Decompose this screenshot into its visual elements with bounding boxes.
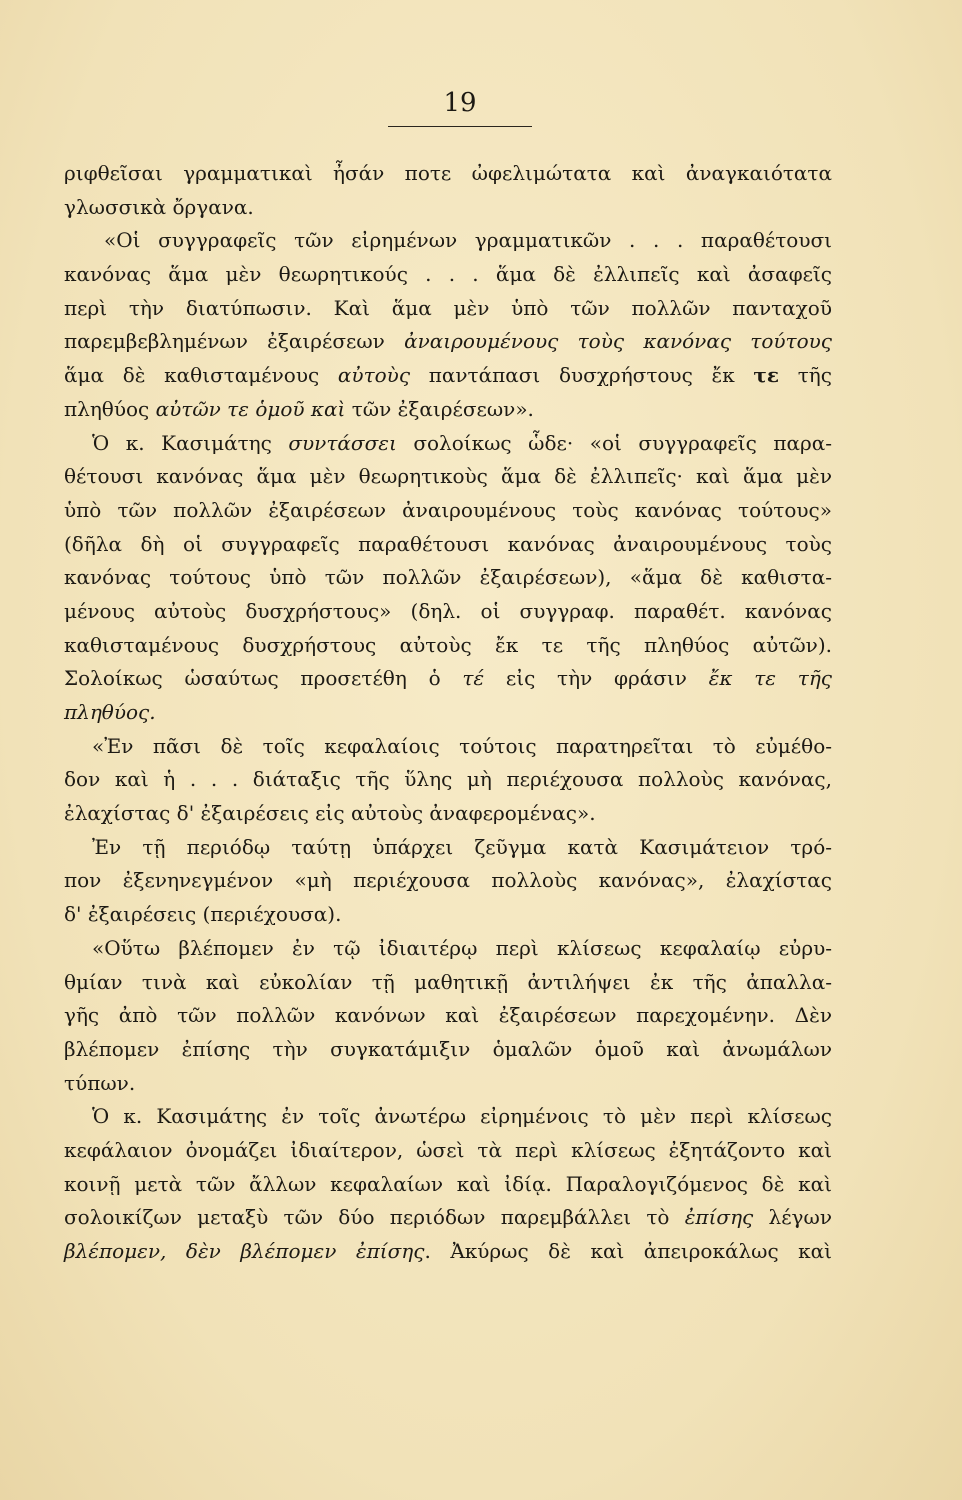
bold-run: τε xyxy=(753,363,780,388)
text-line: κεφάλαιον ὀνομάζει ἰδιαίτερον, ὡσεὶ τὰ περὶ κλίσεως ἐξητάζοντο καὶ xyxy=(64,1137,832,1162)
text-line: πληθύος. xyxy=(64,700,156,724)
text-run: ἅμα δὲ καθισταμένους xyxy=(64,363,338,388)
text-line: μένους αὐτοὺς δυσχρήστους» (δηλ. οἱ συγγραφ. παραθέτ. κανόνας xyxy=(64,598,832,623)
text-line: κοινῇ μετὰ τῶν ἄλλων κεφαλαίων καὶ ἰδίᾳ. Παραλογιζόμενος δὲ καὶ xyxy=(64,1171,832,1196)
text-line: περὶ τὴν διατύπωσιν. Καὶ ἅμα μὲν ὑπὸ τῶν πολλῶν πανταχοῦ xyxy=(64,295,832,320)
text-run: τῶν ἐξαιρέσεων». xyxy=(345,396,534,421)
text-line: γῆς ἀπὸ τῶν πολλῶν κανόνων καὶ ἐξαιρέσεων παρεχομένην. Δὲν xyxy=(64,1003,832,1028)
text-line: ἐλαχίστας δ' ἐξαιρέσεις εἰς αὐτοὺς ἀναφερομένας». xyxy=(64,801,596,826)
italic-run: ἔκ τε τῆς xyxy=(708,666,833,691)
text-line: «Ἐν πᾶσι δὲ τοῖς κεφαλαίοις τούτοις παρατηρεῖται τὸ εὐμέθο- xyxy=(92,733,832,758)
text-line: θέτουσι κανόνας ἅμα μὲν θεωρητικοὺς ἅμα δὲ ἐλλιπεῖς· καὶ ἅμα μὲν xyxy=(64,464,832,489)
text-line: δον καὶ ἡ . . . διάταξις τῆς ὕλης μὴ περιέχουσα πολλοὺς κανόνας, xyxy=(64,767,832,792)
text-line: ὑπὸ τῶν πολλῶν ἐξαιρέσεων ἀναιρουμένους τοὺς κανόνας τούτους» xyxy=(64,497,832,522)
italic-run: ἐπίσης xyxy=(684,1205,754,1230)
text-run: Σολοίκως ὡσαύτως προσετέθη ὁ xyxy=(64,666,463,691)
text-line: καθισταμένους δυσχρήστους αὐτοὺς ἔκ τε τῆς πληθύος αὐτῶν). xyxy=(64,632,832,657)
text-line xyxy=(64,1235,832,1269)
text-run: πληθύος xyxy=(64,396,156,421)
text-line: κανόνας τούτους ὑπὸ τῶν πολλῶν ἐξαιρέσεων), «ἅμα δὲ καθιστα- xyxy=(64,565,832,590)
text-line: κανόνας ἅμα μὲν θεωρητικούς . . . ἅμα δὲ ἐλλιπεῖς καὶ ἀσαφεῖς xyxy=(64,262,832,287)
italic-run: βλέπομεν, δὲν βλέπομεν ἐπίσης xyxy=(64,1239,425,1263)
text-run: λέγων xyxy=(753,1205,832,1230)
text-line xyxy=(64,1201,832,1235)
text-line xyxy=(64,662,832,696)
text-run: σολοίκως ὧδε· «οἱ συγγραφεῖς παρα- xyxy=(396,430,833,455)
text-run: παρεμβεβλημένων ἐξαιρέσεων xyxy=(64,329,405,354)
text-line xyxy=(64,359,832,393)
text-line: γλωσσικὰ ὄργανα. xyxy=(64,194,254,219)
text-run: παντάπασι δυσχρήστους ἔκ xyxy=(410,363,754,388)
text-line: ριφθεῖσαι γραμματικαὶ ἦσάν ποτε ὠφελιμώτατα καὶ ἀναγκαιότατα xyxy=(64,161,832,185)
text-line xyxy=(64,325,832,359)
text-line: πον ἐξενηνεγμένον «μὴ περιέχουσα πολλοὺς κανόνας», ἐλαχίστας xyxy=(64,868,832,893)
text-line xyxy=(64,427,832,461)
text-line: βλέπομεν ἐπίσης τὴν συγκατάμιξιν ὁμαλῶν ὁμοῦ καὶ ἀνωμάλων xyxy=(64,1036,832,1061)
text-line: «Οἱ συγγραφεῖς τῶν εἰρημένων γραμματικῶν . . . παραθέτουσι xyxy=(104,228,832,253)
text-line: Ὁ κ. Κασιμάτης ἐν τοῖς ἀνωτέρω εἰρημένοις τὸ μὲν περὶ κλίσεως xyxy=(92,1104,832,1129)
body-text xyxy=(64,157,832,1269)
text-line: δ' ἐξαιρέσεις (περιέχουσα). xyxy=(64,902,342,927)
header-rule xyxy=(388,126,532,127)
text-run: τῆς xyxy=(779,363,832,388)
text-run: εἰς τὴν φράσιν xyxy=(484,666,709,691)
text-line: Ἐν τῇ περιόδῳ ταύτῃ ὑπάρχει ζεῦγμα κατὰ Κασιμάτειον τρό- xyxy=(92,834,832,859)
text-line: «Οὕτω βλέπομεν ἐν τῷ ἰδιαιτέρῳ περὶ κλίσεως κεφαλαίῳ εὐρυ- xyxy=(92,935,832,960)
italic-run: αὐτῶν τε ὁμοῦ καὶ xyxy=(155,396,346,421)
text-line: θμίαν τινὰ καὶ εὐκολίαν τῇ μαθητικῇ ἀντιλήψει ἐκ τῆς ἀπαλλα- xyxy=(64,969,832,994)
italic-run: ἀναιρουμένους τοὺς κανόνας τούτους xyxy=(404,329,832,354)
page-number: 19 xyxy=(443,88,477,118)
italic-run: αὐτοὺς xyxy=(337,363,411,388)
text-line: τύπων. xyxy=(64,1070,136,1095)
italic-run: τέ xyxy=(462,666,485,691)
text-line: (δῆλα δὴ οἱ συγγραφεῖς παραθέτουσι κανόνας ἀναιρουμένους τοὺς xyxy=(64,531,832,556)
text-run: . Ἀκύρως δὲ καὶ ἀπειροκάλως καὶ xyxy=(424,1239,833,1263)
italic-run: συντάσσει xyxy=(288,430,397,455)
text-line xyxy=(64,393,832,427)
text-run: σολοικίζων μεταξὺ τῶν δύο περιόδων παρεμβάλλει τὸ xyxy=(64,1205,685,1230)
text-run: Ὁ κ. Κασιμάτης xyxy=(92,430,289,455)
